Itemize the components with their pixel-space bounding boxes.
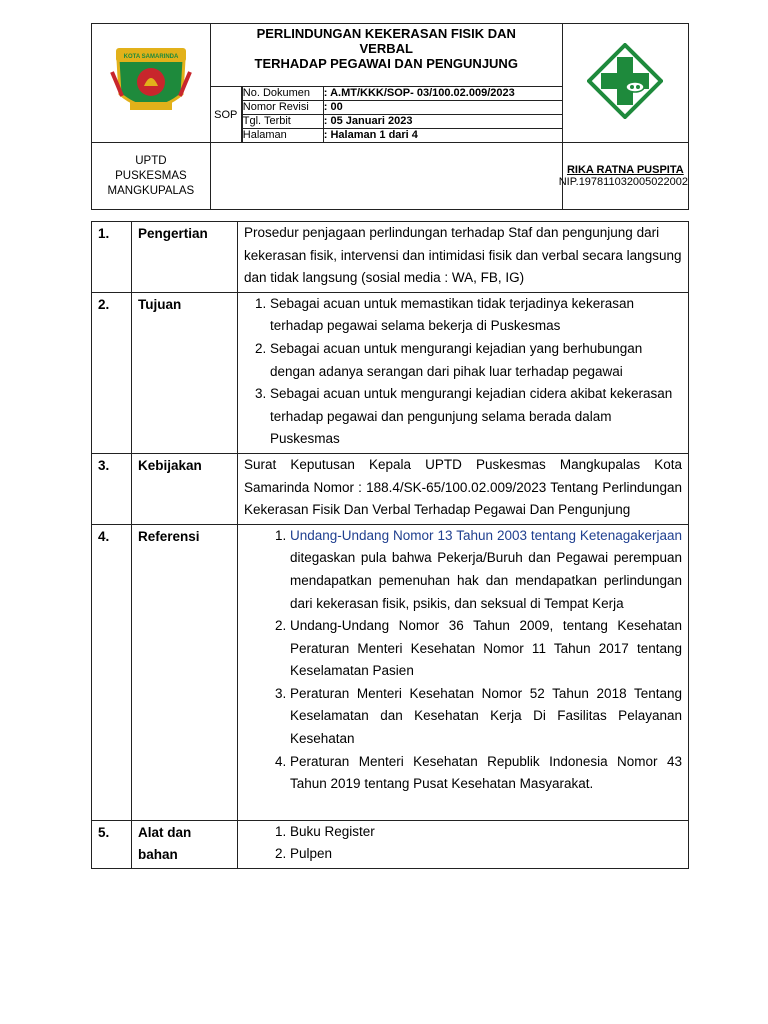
section-row bbox=[92, 524, 689, 820]
meta-key: Nomor Revisi bbox=[242, 101, 323, 115]
list-item-text: ditegaskan pula bahwa Pekerja/Buruh dan Pegawai perempuan mendapatkan pemenuhan hak dan mendapatkan perlindungan dari kekerasan fisik, psikis, dan seksual di Tempat Kerja bbox=[290, 550, 682, 611]
unit-line: UPTD bbox=[135, 154, 167, 167]
meta-value: : A.MT/KKK/SOP- 03/100.02.009/2023 bbox=[323, 87, 561, 101]
signer-block bbox=[558, 143, 688, 210]
section-number: 1. bbox=[92, 222, 132, 293]
sop-header bbox=[91, 23, 689, 210]
section-number: 4. bbox=[92, 524, 132, 820]
alat-list-cell bbox=[238, 820, 689, 868]
meta-key: No. Dokumen bbox=[242, 87, 323, 101]
section-row bbox=[92, 222, 689, 293]
section-number: 5. bbox=[92, 820, 132, 868]
meta-key: Halaman bbox=[242, 129, 323, 143]
list-item: 1. Sebagai acuan untuk memastikan tidak terjadinya kekerasan terhadap pegawai selama bekerja di Puskesmas bbox=[270, 293, 682, 338]
list-item: 1. Buku Register bbox=[290, 821, 682, 844]
title-line-3: TERHADAP PEGAWAI DAN PENGUNJUNG bbox=[254, 56, 518, 71]
section-label: Referensi bbox=[132, 524, 238, 820]
section-number: 2. bbox=[92, 292, 132, 453]
list-item: 3. Peraturan Menteri Kesehatan Nomor 52 Tahun 2018 Tentang Keselamatan dan Kesehatan Kerja Di Fasilitas Pelayanan Kesehatan bbox=[290, 683, 682, 751]
puskesmas-logo-icon bbox=[587, 43, 663, 119]
label-line: bahan bbox=[138, 847, 178, 863]
logo-right-cell bbox=[562, 24, 688, 143]
label-line: Alat dan bbox=[138, 824, 192, 840]
section-label bbox=[132, 820, 238, 868]
list-item: 3. Sebagai acuan untuk mengurangi kejadian cidera akibat kekerasan terhadap pegawai dan pengunjung selama berada dalam Puskesmas bbox=[270, 383, 682, 451]
meta-table bbox=[211, 86, 562, 142]
unit-line: PUSKESMAS bbox=[115, 169, 187, 182]
signer-nip: NIP.197811032005022002 bbox=[558, 176, 688, 188]
section-label: Tujuan bbox=[132, 292, 238, 453]
meta-key: Tgl. Terbit bbox=[242, 115, 323, 129]
pengertian-text: Prosedur penjagaan perlindungan terhadap Staf dan pengunjung dari kekerasan fisik, intervensi dan intimidasi fisik dan verbal secara langsung dan tidak langsung (sosial media : WA, FB, IG) bbox=[238, 222, 689, 293]
section-label: Kebijakan bbox=[132, 453, 238, 524]
referensi-list bbox=[244, 525, 682, 796]
section-row bbox=[92, 453, 689, 524]
logo-left-cell bbox=[92, 24, 211, 143]
meta-value: : 05 Januari 2023 bbox=[323, 115, 561, 129]
title-line-1: PERLINDUNGAN KEKERASAN FISIK DAN bbox=[256, 26, 516, 41]
section-label: Pengertian bbox=[132, 222, 238, 293]
sop-label: SOP bbox=[211, 87, 242, 143]
list-item: 2. Sebagai acuan untuk mengurangi kejadian yang berhubungan dengan adanya serangan dari pihak luar terhadap pegawai bbox=[270, 338, 682, 383]
list-item: 2. Undang-Undang Nomor 36 Tahun 2009, tentang Kesehatan Peraturan Menteri Kesehatan Nomor 11 Tahun 2017 tentang Keselamatan Pasien bbox=[290, 615, 682, 683]
referensi-list-cell bbox=[238, 524, 689, 820]
document-title bbox=[211, 24, 562, 86]
emblem-text: KOTA SAMARINDA bbox=[123, 53, 179, 60]
unit-line: MANGKUPALAS bbox=[107, 184, 195, 197]
meta-value: : Halaman 1 dari 4 bbox=[323, 129, 561, 143]
referensi-link[interactable]: Undang-Undang Nomor 13 Tahun 2003 tentang Ketenagakerjaan bbox=[290, 527, 682, 543]
meta-value: : 00 bbox=[323, 101, 561, 115]
list-item: 2. Pulpen bbox=[290, 843, 682, 866]
kebijakan-text: Surat Keputusan Kepala UPTD Puskesmas Mangkupalas Kota Samarinda Nomor : 188.4/SK-65/100.02.009/2023 Tentang Perlindungan Kekerasan Fisik Dan Verbal Terhadap Pegawai Dan Pengunjung bbox=[238, 453, 689, 524]
section-number: 3. bbox=[92, 453, 132, 524]
title-line-2: VERBAL bbox=[359, 41, 413, 56]
city-emblem-icon bbox=[108, 42, 194, 120]
alat-list bbox=[244, 821, 682, 866]
signer-name: RIKA RATNA PUSPITA bbox=[566, 164, 684, 176]
section-row bbox=[92, 292, 689, 453]
sop-content-table bbox=[91, 221, 689, 869]
section-row bbox=[92, 820, 689, 868]
tujuan-list-cell bbox=[238, 292, 689, 453]
list-item bbox=[290, 525, 682, 615]
unit-name bbox=[92, 143, 211, 210]
tujuan-list bbox=[244, 293, 682, 451]
signature-space bbox=[210, 143, 562, 210]
title-cell bbox=[210, 24, 562, 143]
list-item: 4. Peraturan Menteri Kesehatan Republik Indonesia Nomor 43 Tahun 2019 tentang Pusat Kesehatan Masyarakat. bbox=[290, 751, 682, 796]
